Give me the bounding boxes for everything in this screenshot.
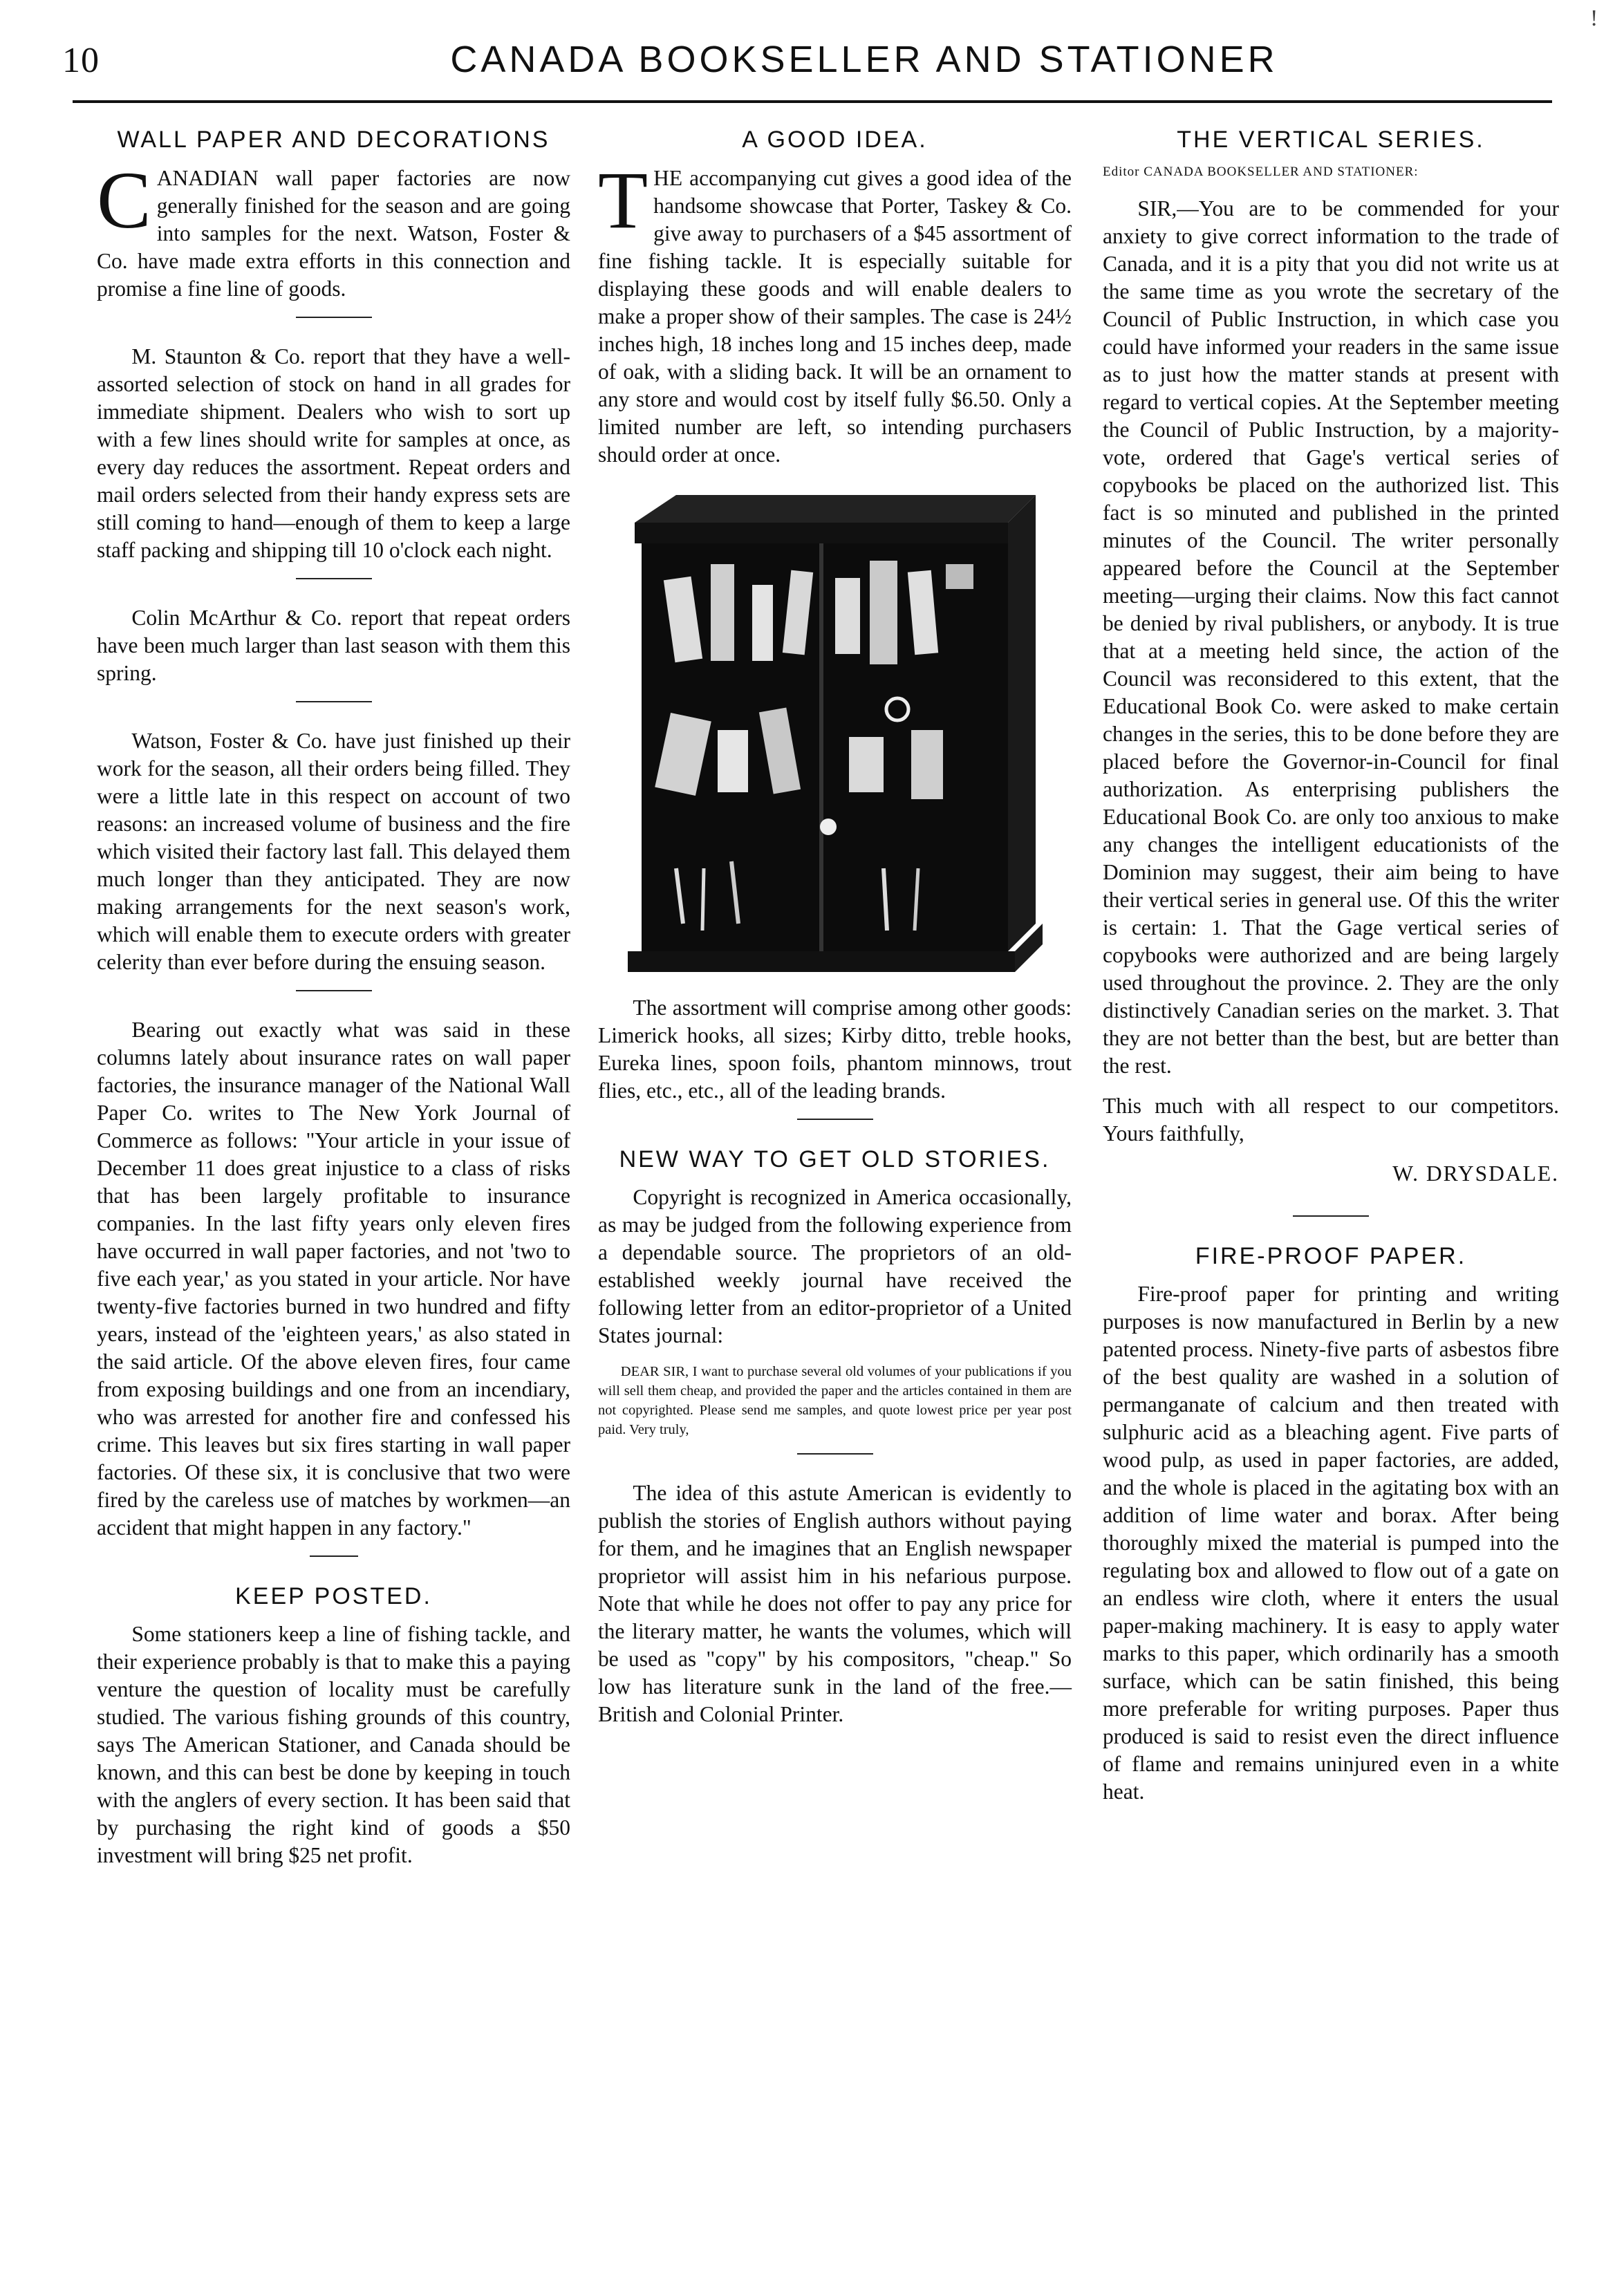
wall-paper-paragraph-5: Bearing out exactly what was said in these columns lately about insurance rates on wall paper factories, the insurance manager of the National Wall Paper Co. writes to The New York Journal of Commerce as follows: "Your article in your issue of December 11 does great injustice to a class of risks that has been largely profitable to insurance companies. In the last fifty years only eleven fires have occurred in wall paper factories, and not 'two to five each year,' as you stated in your article. Nor have twenty-five factories burned in two hundred and fifty years, instead of the 'eighteen years,' as also stated in the said article. Of the above eleven fires, four came from exposing buildings and one from an incendiary, who was arrested for another fire and confessed his crime. This leaves but six fires starting in wall paper factories. Of these six, it is conclusive that two were fired by the careless use of matches by workmen—an accident that might happen in any factory." [97,1017,570,1540]
column-2 [598,121,1072,1741]
corner-mark: ! [1590,6,1598,31]
old-stories-paragraph-1: Copyright is recognized in America occasionally, as may be judged from the following experience from a dependable source. The proprietors of an old-established weekly journal have received the following letter from an editor-proprietor of a United States journal: [598,1185,1072,1347]
old-stories-paragraph-2: The idea of this astute American is evidently to publish the stories of English authors without paying for them, and he imagines that an English newspaper proprietor will assist him in his nefarious purpose. Note that while he does not offer to pay any price for the literary matter, he wants the volumes, which will be used as "copy" by his compositors, "cheap." So low has literature sunk in the land of the free.—British and Colonial Printer. [598,1481,1072,1726]
keep-posted-heading: KEEP POSTED. [235,1582,432,1609]
wall-paper-paragraph-3: Colin McArthur & Co. report that repeat orders have been much larger than last season with them this spring. [97,605,570,685]
old-stories-heading: NEW WAY TO GET OLD STORIES. [619,1146,1051,1172]
separator-rule [797,1453,873,1455]
separator-rule [797,1119,873,1120]
separator-rule [296,990,372,991]
old-stories-letter: DEAR SIR, I want to purchase several old volumes of your publications if you will sell them cheap, and provided the paper and the articles contained in them are not copyrighted. Please send me samples, and quote lowest price per year post paid. Very truly, [598,1364,1072,1437]
separator-rule [296,701,372,702]
showcase-illustration [621,481,1049,979]
good-idea-paragraph-2: The assortment will comprise among other goods: Limerick hooks, all sizes; Kirby ditto, treble hooks, Eureka lines, spoon foils, phantom minnows, trout flies, etc., etc., all of the leading brands. [598,995,1072,1103]
keep-posted-paragraph: Some stationers keep a line of fishing tackle, and their experience probably is that to make this a paying venture the question of locality must be carefully studied. The various fishing grounds of this country, says The American Stationer, and Canada should be known, and this can best be done by keeping in touch with the anglers of every section. It has been said that by purchasing the right kind of goods a $50 investment will bring $25 net profit. [97,1622,570,1867]
letter-dateline: Editor CANADA BOOKSELLER AND STATIONER: [1103,164,1419,179]
vertical-series-signoff: This much with all respect to our competitors. Yours faithfully, [1103,1093,1559,1146]
separator-rule [1293,1215,1369,1217]
wall-paper-paragraph-1: CANADIAN wall paper factories are now generally finished for the season and are going into samples for the next. Watson, Foster & Co. have made extra efforts in this connection and promise a fine line of goods. [97,154,570,301]
running-title: CANADA BOOKSELLER AND STATIONER [450,39,1278,80]
column-3 [1103,121,1559,1818]
vertical-series-paragraph-1: SIR,—You are to be commended for your anxiety to give correct information to the trade of Canada, and it is a pity that you did not write us at the same time as you wrote the secretary of the Council of Public Instruction, in which case you could have informed your readers in the same issue as to just how the matter stands at present with regard to vertical copies. At the September meeting the Council of Public Instruction, by a majority-vote, ordered that Gage's vertical series of copybooks be placed on the authorized list. This fact is so minuted and published in the printed minutes of the Council. The writer personally appeared before the Council at the September meeting—urging their claims. Now this fact cannot be denied by rival publishers, or anybody. It is true that at a meeting held since, the action of the Council was reconsidered to this extent, that the Educational Book Co. were asked to make certain changes in the series, this to be done before they are placed before the Governor-in-Council for final authorization. As enterprising publishers the Educational Book Co. are only too anxious to make any changes the intelligent educationists of the Dominion may suggest, their aim being to have their vertical series in general use. Of this the writer is certain: 1. That the Gage vertical series of copybooks were authorized and are being largely used throughout the province. 2. They are the only distinctively Canadian series on the market. 3. That they are not better than the best, but are better than the rest. [1103,196,1559,1078]
page-header [0,0,1624,104]
vertical-series-heading: THE VERTICAL SERIES. [1177,127,1485,153]
column-1 [97,121,570,1882]
wall-paper-paragraph-4: Watson, Foster & Co. have just finished up their work for the season, all their orders being filled. They were a little late in this respect on account of two reasons: an increased volume of business and the fire which visited their factory last fall. This delayed them much longer than they anticipated. They are now making arrangements for the next season's work, which will enable them to execute orders with greater celerity than ever before during the ensuing season. [97,728,570,974]
good-idea-paragraph-1: THE accompanying cut gives a good idea of the handsome showcase that Porter, Taskey & Co. give away to purchasers of a $45 assortment of fine fishing tackle. It is especially suitable for displaying these goods and will enable dealers to make a proper show of their samples. The case is 24½ inches high, 18 inches long and 15 inches deep, made of oak, with a sliding back. It will be an ornament to any store and would cost by itself fully $6.50. Only a limited number are left, so intending purchasers should order at once. [598,154,1072,467]
wall-paper-heading: WALL PAPER AND DECORATIONS [117,127,550,153]
page-number: 10 [62,41,100,80]
header-rule [73,100,1552,103]
fire-proof-heading: FIRE-PROOF PAPER. [1195,1242,1467,1269]
wall-paper-paragraph-2: M. Staunton & Co. report that they have a well-assorted selection of stock on hand in all grades for immediate shipment. Dealers who wish to sort up with a few lines should write for samples at once, as every day reduces the assortment. Repeat orders and mail orders selected from their handy express sets are still coming to hand—enough of them to keep a large staff packing and shipping till 10 o'clock each night. [97,344,570,562]
good-idea-heading: A GOOD IDEA. [742,127,928,153]
separator-rule [296,317,372,318]
separator-rule [310,1555,358,1557]
vertical-series-signature: W. DRYSDALE. [1392,1161,1559,1186]
separator-rule [296,578,372,579]
fire-proof-paragraph: Fire-proof paper for printing and writing purposes is now manufactured in Berlin by a new patented process. Ninety-five parts of asbestos fibre of the best quality are washed in a solution of permanganate of calcium and then treated with sulphuric acid as a bleaching agent. Five parts of wood pulp, as used in paper factories, are added, and the whole is placed in the agitating box with an addition of lime water and borax. After being thoroughly mixed the material is pumped into the regulating box and allowed to flow out of a gate on an endless wire cloth, where it enters the usual paper-making machinery. It is easy to apply water marks to this paper, which ordinarily has a smooth surface, which can be satin finished, this being more preferable for writing purposes. Paper thus produced is said to resist even the direct influence of flame and remains uninjured even in a white heat. [1103,1282,1559,1804]
